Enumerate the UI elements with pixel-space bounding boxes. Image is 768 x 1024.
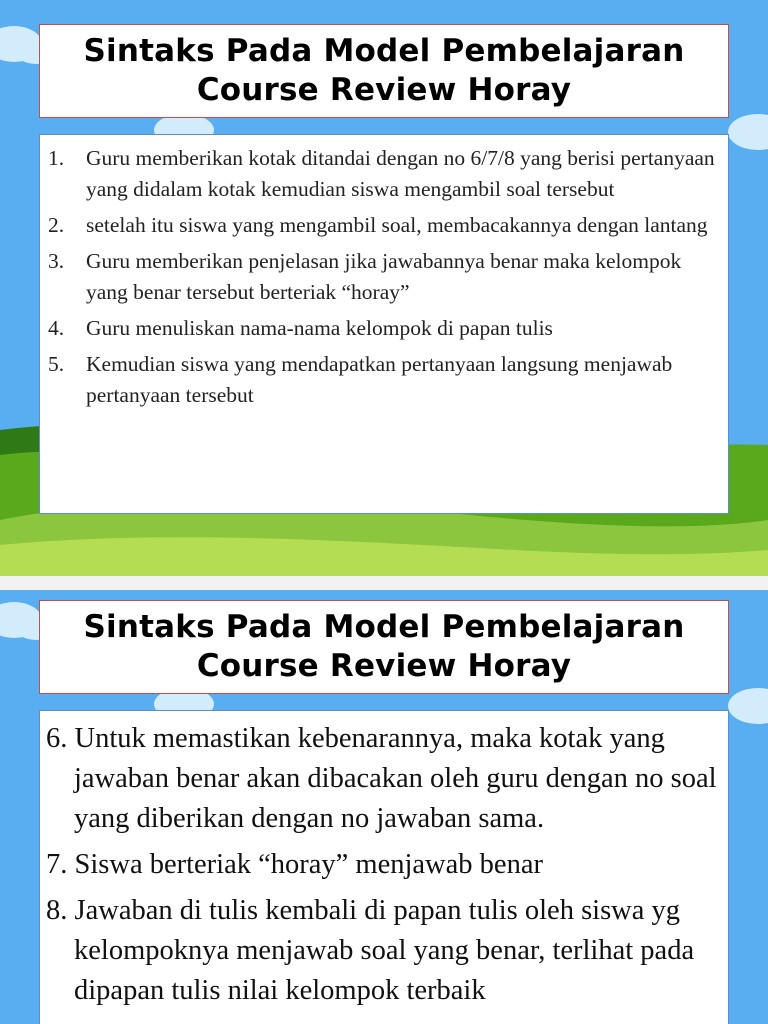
slide-title <box>39 24 729 118</box>
list-item: 8. Jawaban di tulis kembali di papan tulis oleh siswa yg kelompoknya menjawab soal yang benar, terlihat pada dipapan tulis nilai kelompok terbaik <box>46 895 695 1006</box>
slide-title <box>39 600 729 694</box>
list-item <box>46 313 722 344</box>
list-item <box>46 349 722 411</box>
content-box <box>39 710 729 1024</box>
item-text: Guru memberikan kotak ditandai dengan no 6/7/8 yang berisi pertanyaan yang didalam kotak kemudian siswa mengambil soal tersebut <box>86 146 715 201</box>
title-line-2: Course Review Horay <box>196 72 572 108</box>
list-item <box>46 246 722 308</box>
list-item: 6. Untuk memastikan kebenarannya, maka kotak yang jawaban benar akan dibacakan oleh guru dengan no soal yang diberikan dengan no jawaban sama. <box>46 723 717 834</box>
item-number: 3. <box>48 249 65 273</box>
list-item: 7. Siswa berteriak “horay” menjawab benar <box>46 849 543 880</box>
step-list <box>46 719 720 1011</box>
item-text: Guru memberikan penjelasan jika jawabannya benar maka kelompok yang benar tersebut berteriak “horay” <box>86 249 682 304</box>
list-item <box>46 143 722 205</box>
item-number: 4. <box>48 316 65 340</box>
title-line-1: Sintaks Pada Model Pembelajaran <box>83 609 685 645</box>
step-list <box>46 143 722 411</box>
item-number: 1. <box>48 146 65 170</box>
item-text: Kemudian siswa yang mendapatkan pertanyaan langsung menjawab pertanyaan tersebut <box>86 352 673 407</box>
item-number: 5. <box>48 352 65 376</box>
item-text: setelah itu siswa yang mengambil soal, membacakannya dengan lantang <box>86 213 708 237</box>
item-number: 2. <box>48 213 65 237</box>
list-item <box>46 210 722 241</box>
title-line-1: Sintaks Pada Model Pembelajaran <box>83 33 685 69</box>
slide-2 <box>0 590 768 1024</box>
slide-separator <box>0 576 768 590</box>
title-line-2: Course Review Horay <box>196 648 572 684</box>
item-text: Guru menuliskan nama-nama kelompok di papan tulis <box>86 316 553 340</box>
content-box <box>39 134 729 514</box>
